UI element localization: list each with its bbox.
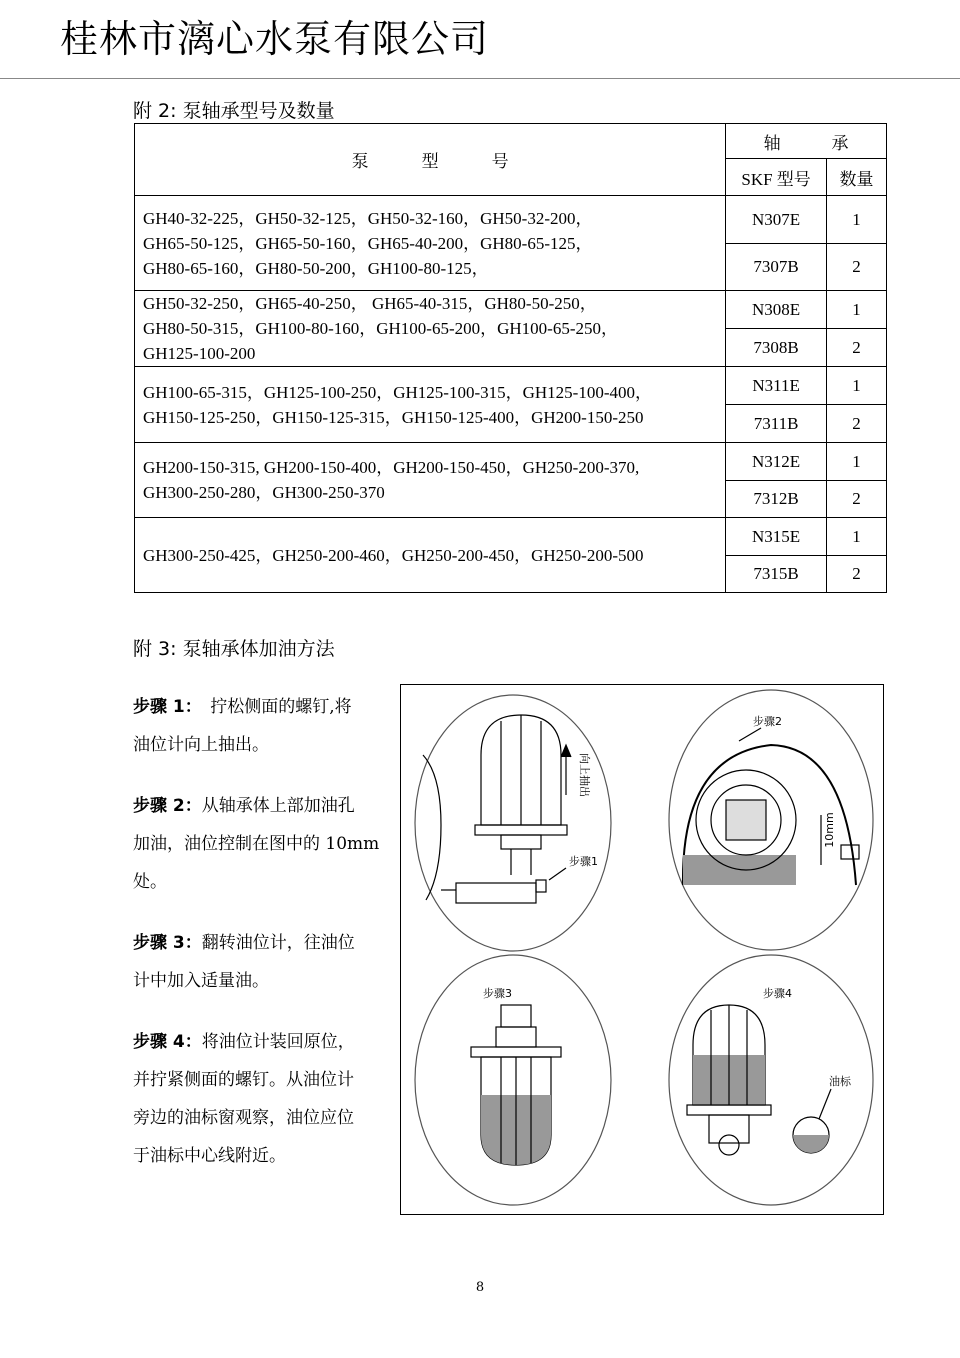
bearing-model: N308E [726, 291, 827, 329]
company-name: 桂林市漓心水泵有限公司 [60, 17, 490, 61]
bearing-qty: 2 [827, 244, 887, 291]
dim-label: 10mm [823, 812, 836, 848]
bearing-model: 7315B [726, 556, 827, 593]
skf-header: SKF 型号 [726, 159, 827, 196]
step4-label: 步骤4 [763, 987, 792, 1000]
bearing-qty: 2 [827, 329, 887, 367]
section2-title: 附 2: 泵轴承型号及数量 [133, 100, 335, 122]
bearing-model: 7308B [726, 329, 827, 367]
step-3: 步骤 3：翻转油位计，往油位 计中加入适量油。 [133, 933, 355, 991]
step4-illustration [669, 955, 873, 1205]
bearing-qty: 1 [827, 518, 887, 556]
step-1: 步骤 1： 拧松侧面的螺钉,将 油位计向上抽出。 [133, 697, 352, 755]
table-row-models: GH200-150-315, GH200-150-400，GH200-150-450，GH250-200-370, GH300-250-280，GH300-250-370 [135, 443, 726, 518]
bearing-model: N311E [726, 367, 827, 405]
pump-model-header: 泵 型 号 [135, 124, 726, 196]
oil-mark-label: 油标 [829, 1075, 851, 1088]
bearing-model: 7311B [726, 405, 827, 443]
step1-illustration [415, 695, 611, 951]
header-rule [0, 78, 960, 79]
bearing-model: N315E [726, 518, 827, 556]
bearing-header: 轴 承 [726, 124, 887, 159]
step3-label: 步骤3 [483, 987, 512, 1000]
section3-title: 附 3: 泵轴承体加油方法 [133, 638, 335, 660]
step3-illustration [415, 955, 611, 1205]
bearing-qty: 2 [827, 481, 887, 518]
bearing-model: N312E [726, 443, 827, 481]
table-row-models: GH300-250-425，GH250-200-460，GH250-200-450，GH250-200-500 [135, 518, 726, 593]
bearing-model: N307E [726, 196, 827, 244]
bearing-qty: 2 [827, 405, 887, 443]
bearing-qty: 2 [827, 556, 887, 593]
step-4: 步骤 4：将油位计装回原位， 并拧紧侧面的螺钉。从油位计 旁边的油标窗观察，油位应位 于油标中心线附近。 [133, 1032, 355, 1166]
step-2: 步骤 2：从轴承体上部加油孔 加油，油位控制在图中的 10mm 处。 [133, 796, 380, 892]
step-list [133, 688, 391, 1198]
table-row-models: GH50-32-250，GH65-40-250， GH65-40-315，GH80-50-250， GH80-50-315，GH100-80-160，GH100-65-200，GH100-65-250， GH125-100-200 [135, 291, 726, 367]
page-number: 8 [475, 1280, 485, 1295]
pull-up-label: 向上抽出 [578, 753, 591, 797]
oiling-diagram [401, 685, 885, 1216]
bearing-model: 7312B [726, 481, 827, 518]
table-row-models: GH40-32-225，GH50-32-125，GH50-32-160，GH50-32-200， GH65-50-125，GH65-50-160，GH65-40-200，GH80-65-125， GH80-65-160，GH80-50-200，GH100-80-125， [135, 196, 726, 291]
oiling-figure [400, 684, 884, 1215]
step2-label: 步骤2 [753, 715, 782, 728]
table-row-models: GH100-65-315，GH125-100-250，GH125-100-315，GH125-100-400， GH150-125-250，GH150-125-315，GH150-125-400，GH200-150-250 [135, 367, 726, 443]
qty-header: 数量 [827, 159, 887, 196]
step1-label: 步骤1 [569, 855, 598, 868]
bearing-table [134, 123, 887, 593]
bearing-qty: 1 [827, 367, 887, 405]
bearing-qty: 1 [827, 443, 887, 481]
step2-illustration [669, 690, 873, 950]
bearing-qty: 1 [827, 291, 887, 329]
bearing-model: 7307B [726, 244, 827, 291]
bearing-qty: 1 [827, 196, 887, 244]
